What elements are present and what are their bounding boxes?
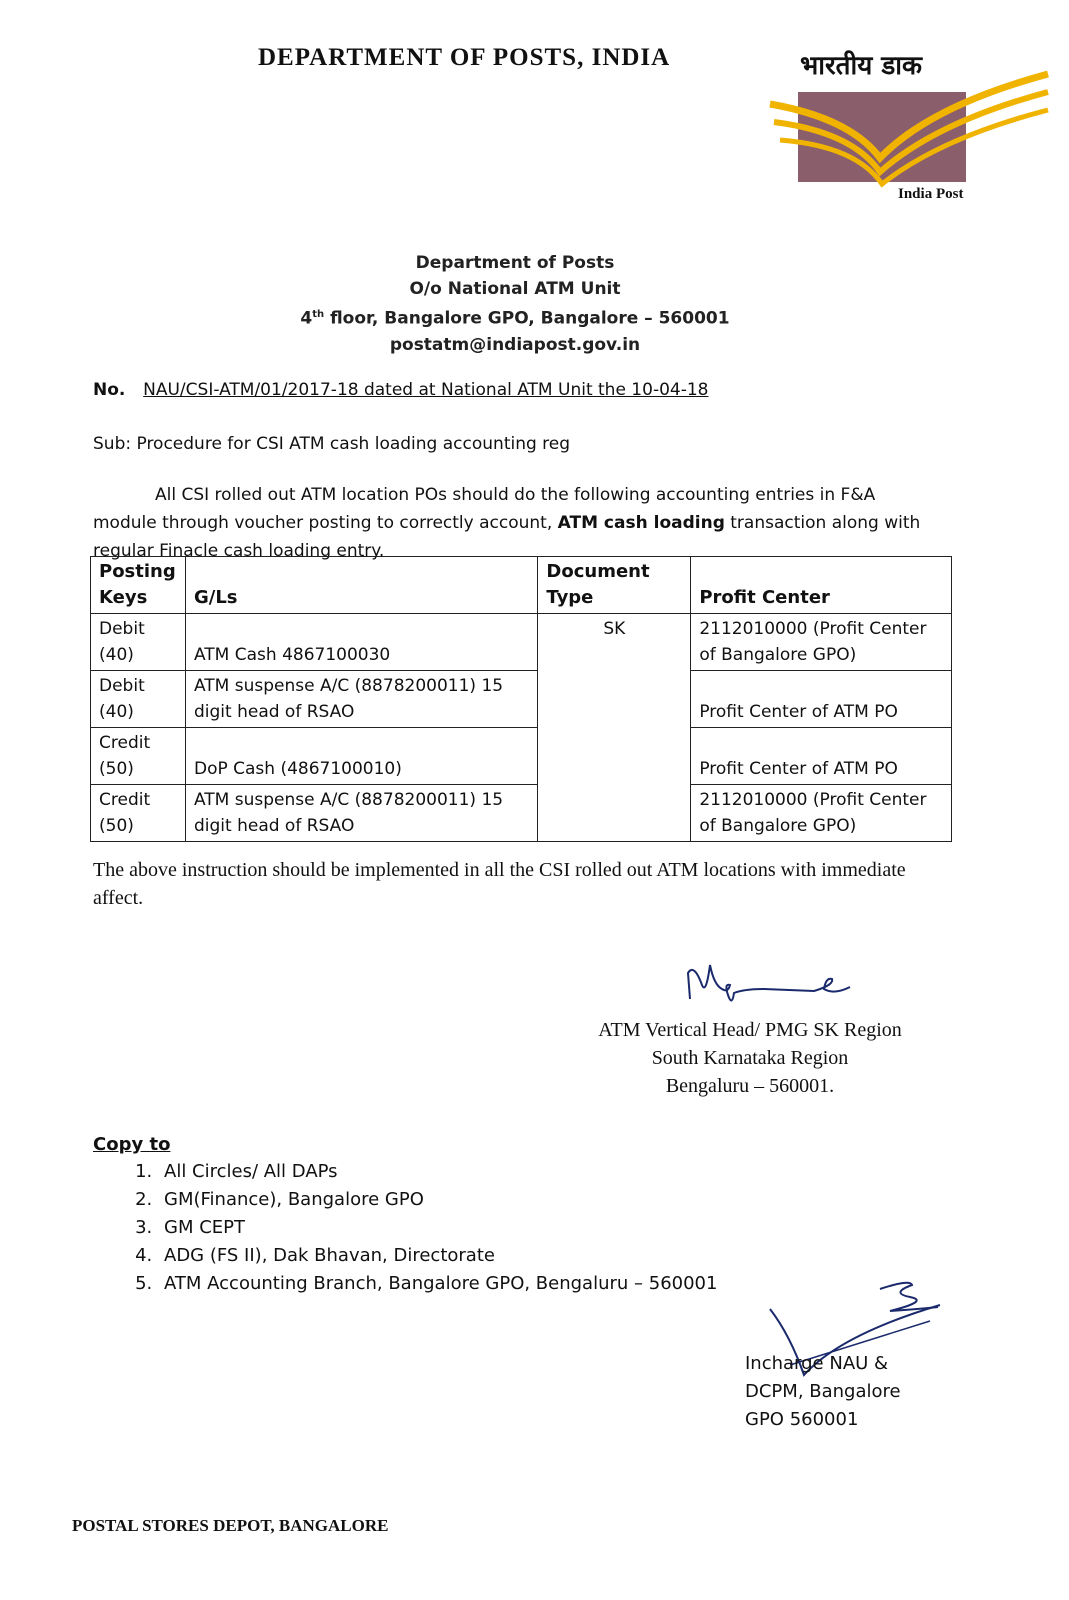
reference-text: NAU/CSI-ATM/01/2017-18 dated at National ATM Unit the 10-04-18	[143, 380, 709, 400]
india-post-logo	[760, 66, 1050, 196]
table-row	[91, 785, 952, 842]
address-line-1: Department of Posts	[415, 253, 615, 273]
reference-number	[93, 380, 708, 400]
incharge-line-1: Incharge NAU &	[745, 1353, 889, 1374]
table-row	[91, 671, 952, 728]
profit-center-cell: 2112010000 (Profit Center of Bangalore GPO)	[691, 614, 952, 671]
list-item: 2. GM(Finance), Bangalore GPO	[158, 1186, 717, 1214]
header-document-type: Document Type	[538, 557, 691, 614]
signature-icon	[684, 955, 864, 1015]
department-title: DEPARTMENT OF POSTS, INDIA	[258, 44, 671, 71]
list-item: 1. All Circles/ All DAPs	[158, 1158, 717, 1186]
posting-key-cell: Debit (40)	[91, 671, 186, 728]
address-line-2: O/o National ATM Unit	[409, 279, 621, 299]
header-profit-center: Profit Center	[691, 557, 952, 614]
signatory-line-2: South Karnataka Region	[651, 1047, 849, 1069]
reference-label: No.	[93, 380, 126, 400]
posting-key-cell: Credit (50)	[91, 785, 186, 842]
document-type-cell: SK	[538, 614, 691, 842]
address-email: postatm@indiapost.gov.in	[389, 334, 641, 355]
signatory-block	[560, 1016, 940, 1100]
header-gls: G/Ls	[185, 557, 537, 614]
table-row	[91, 728, 952, 785]
gl-cell: DoP Cash (4867100010)	[185, 728, 537, 785]
incharge-line-2: DCPM, Bangalore	[745, 1381, 901, 1402]
table-row	[91, 614, 952, 671]
logo-hindi-text: भारतीय डाक	[800, 51, 922, 81]
footer-text: POSTAL STORES DEPOT, BANGALORE	[72, 1516, 389, 1535]
gl-cell: ATM suspense A/C (8878200011) 15 digit head of RSAO	[185, 785, 537, 842]
posting-key-cell: Debit (40)	[91, 614, 186, 671]
header-posting-keys: Posting Keys	[91, 557, 186, 614]
office-address	[300, 250, 730, 358]
gl-cell: ATM Cash 4867100030	[185, 614, 537, 671]
accounting-entries-table	[90, 556, 952, 842]
profit-center-cell: Profit Center of ATM PO	[691, 671, 952, 728]
signatory-line-1: ATM Vertical Head/ PMG SK Region	[598, 1019, 902, 1041]
list-item: 5. ATM Accounting Branch, Bangalore GPO, Bengaluru – 560001	[158, 1270, 717, 1298]
gl-cell: ATM suspense A/C (8878200011) 15 digit head of RSAO	[185, 671, 537, 728]
address-line-3: 4th floor, Bangalore GPO, Bangalore – 560001	[300, 308, 730, 329]
list-item: 3. GM CEPT	[158, 1214, 717, 1242]
signatory-line-3: Bengaluru – 560001.	[665, 1075, 835, 1097]
posting-key-cell: Credit (50)	[91, 728, 186, 785]
logo-caption: India Post	[898, 186, 964, 202]
profit-center-cell: 2112010000 (Profit Center of Bangalore GPO)	[691, 785, 952, 842]
list-item: 4. ADG (FS II), Dak Bhavan, Directorate	[158, 1242, 717, 1270]
table-header-row	[91, 557, 952, 614]
copy-to-heading: Copy to	[93, 1134, 171, 1155]
incharge-line-3: GPO 560001	[745, 1409, 859, 1430]
body-paragraph: All CSI rolled out ATM location POs should do the following accounting entries in F&A module through voucher posting to correctly account, ATM cash loading transaction along with regular Finacle cash loading entry.	[93, 485, 921, 561]
subject-line: Sub: Procedure for CSI ATM cash loading accounting reg	[93, 434, 571, 454]
profit-center-cell: Profit Center of ATM PO	[691, 728, 952, 785]
incharge-block	[745, 1350, 901, 1434]
instruction-text: The above instruction should be implemented in all the CSI rolled out ATM locations with immediate affect.	[93, 859, 906, 909]
copy-to-list	[118, 1158, 717, 1298]
